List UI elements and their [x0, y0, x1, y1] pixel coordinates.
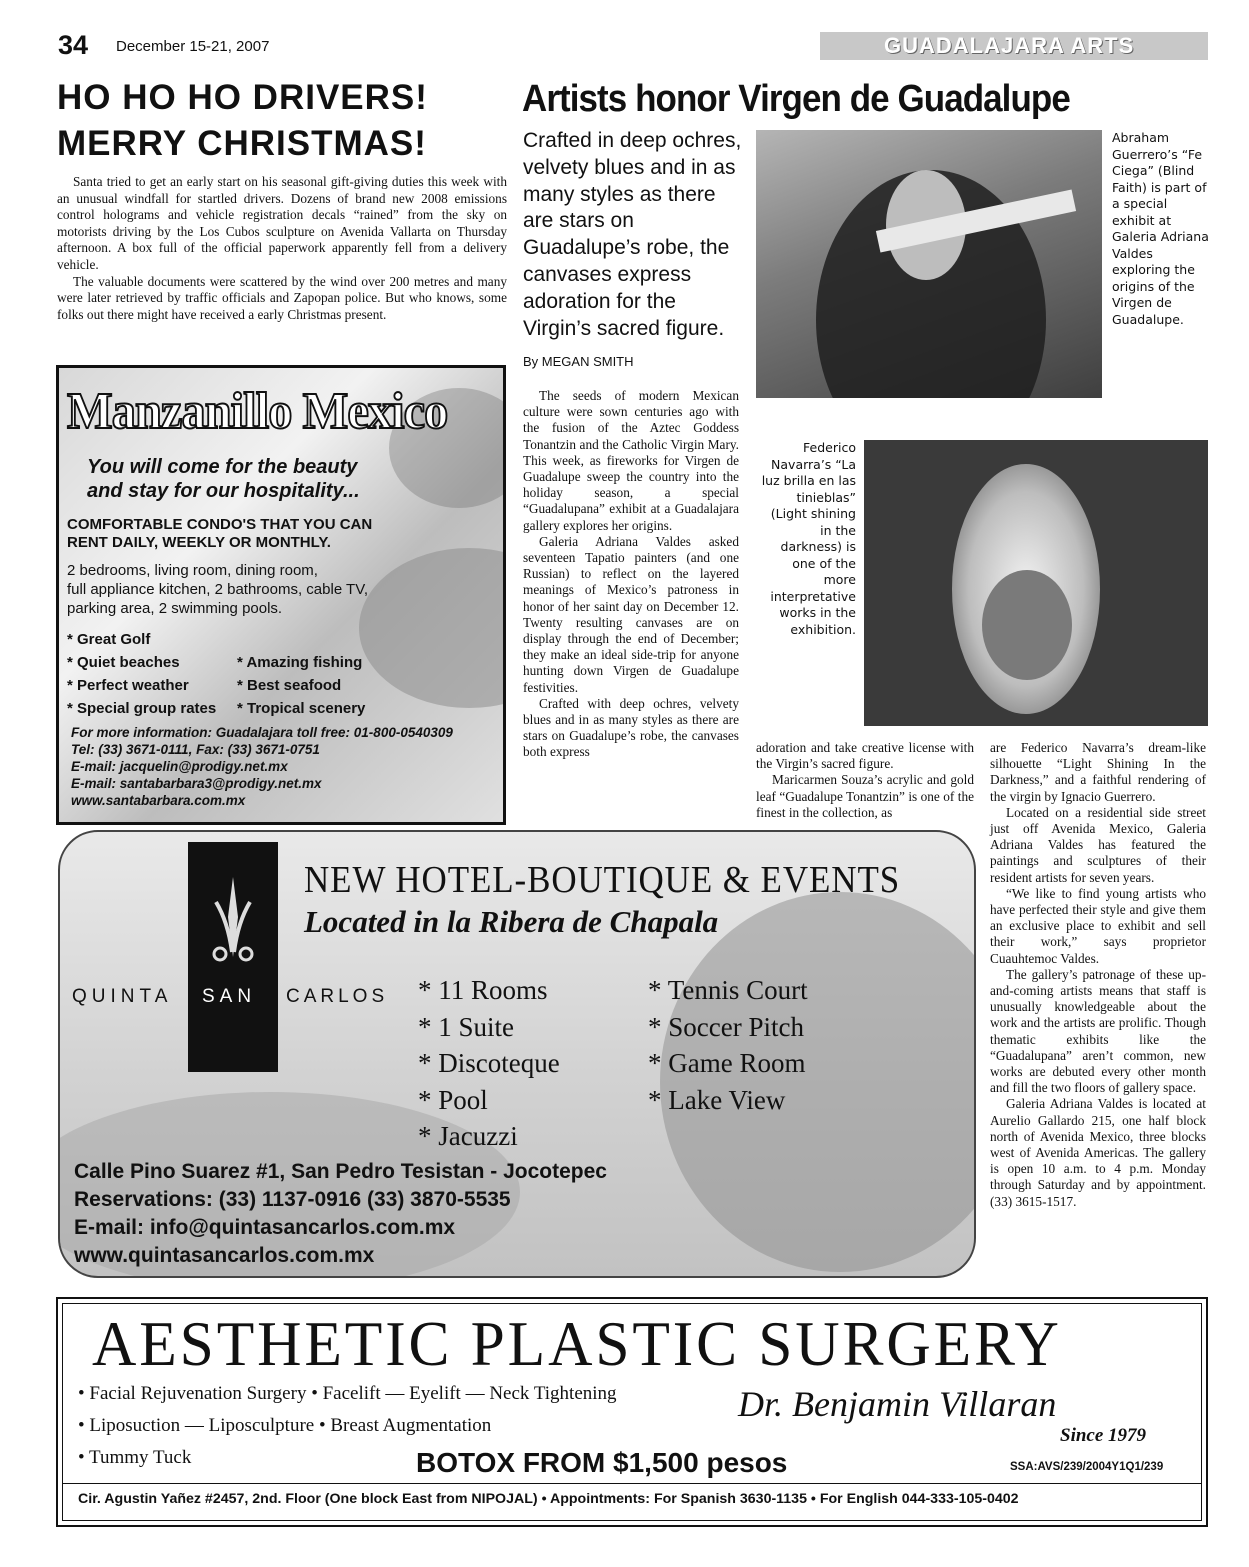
hotel-features-left [418, 972, 560, 1155]
article-paragraph: Crafted with deep ochres, velvety blues and in as many styles as there are stars on Guadalupe’s robe, the canvases both express [523, 695, 739, 760]
feature-item: * Special group rates [67, 700, 217, 717]
manzanillo-offer-2: RENT DAILY, WEEKLY OR MONTHLY. [67, 534, 331, 551]
figure-shape [982, 570, 1072, 680]
contact-line: Tel: (33) 3671-0111, Fax: (33) 3671-0751 [71, 742, 320, 757]
contact-line: E-mail: santabarbara3@prodigy.net.mx [71, 776, 322, 791]
surgery-license: SSA:AVS/239/2004Y1Q1/239 [1010, 1461, 1164, 1473]
coast-rock-shape [359, 548, 506, 708]
page-number: 34 [58, 30, 89, 60]
section-title: GUADALAJARA ARTS [884, 33, 1135, 58]
article-paragraph: “We like to find young artists who have perfected their style and give them an exclusive place to exhibit and sell their work,” says proprietor Cuauhtemoc Valdes. [990, 885, 1206, 966]
hotel-title: NEW HOTEL-BOUTIQUE & EVENTS [304, 859, 901, 901]
caption-fe-ciega: Abraham Guerrero’s “Fe Ciega” (Blind Faith) is part of a special exhibit at Galeria Adriana Valdes exploring the origins of the Virgen de Guadalupe. [1112, 130, 1209, 327]
hotel-features-right [648, 972, 808, 1118]
quinta-san-carlos-logo [188, 842, 278, 1072]
article-paragraph: are Federico Navarra’s dream-like silhouette “Light Shining In the Darkness,” and a faithful rendering of the virgin by Ignacio Guerrero. [990, 740, 1206, 804]
guadalupe-byline: By MEGAN SMITH [523, 354, 634, 369]
hotel-website: www.quintasancarlos.com.mx [74, 1244, 375, 1267]
hotel-address: Calle Pino Suarez #1, San Pedro Tesistan - Jocotepec [74, 1160, 607, 1183]
hotel-feature: * 11 Rooms [418, 975, 548, 1005]
contact-line: For more information: Guadalajara toll free: 01-800-0540309 [71, 725, 453, 740]
manzanillo-tagline-1: You will come for the beauty [87, 456, 358, 478]
guadalupe-col-1 [523, 388, 739, 761]
drivers-body [57, 174, 507, 323]
feature-item: * Tropical scenery [237, 700, 366, 717]
hotel-subtitle: Located in la Ribera de Chapala [304, 904, 719, 939]
hotel-feature: * Game Room [648, 1048, 806, 1078]
article-paragraph: Located on a residential side street just off Avenida Mexico, Galeria Adriana Valdes has featured the paintings and sculptures of their resident artists for seven years. [990, 804, 1206, 885]
surgery-footer-rule [62, 1483, 1202, 1484]
manzanillo-ad [56, 365, 506, 825]
contact-line: www.santabarbara.com.mx [71, 793, 246, 808]
feature-item: * Best seafood [237, 677, 342, 694]
agave-icon [208, 872, 258, 962]
drivers-story [57, 78, 507, 368]
surgery-title: AESTHETIC PLASTIC SURGERY [92, 1308, 1062, 1379]
hotel-ad [58, 830, 976, 1278]
feature-item: * Amazing fishing [237, 654, 363, 671]
surgery-ad [56, 1297, 1208, 1527]
hotel-email: E-mail: info@quintasancarlos.com.mx [74, 1216, 456, 1239]
surgery-doctor-name: Dr. Benjamin Villaran [738, 1384, 1057, 1424]
guadalupe-col-3 [990, 740, 1206, 1210]
article-paragraph: adoration and take creative license with the Virgin’s sacred figure. [756, 740, 974, 772]
manzanillo-title: Manzanillo Mexico [67, 383, 448, 440]
surgery-service-line-2: • Liposuction — Liposculpture • Breast Augmentation [78, 1415, 492, 1436]
manzanillo-features-left [67, 628, 216, 720]
logo-word-quinta: QUINTA [72, 986, 173, 1007]
feature-item: * Great Golf [67, 631, 151, 648]
manzanillo-features-right [237, 651, 365, 720]
hotel-feature: * Lake View [648, 1084, 786, 1115]
hotel-reservations: Reservations: (33) 1137-0916 (33) 3870-5535 [74, 1188, 511, 1211]
drivers-headline-1: HO HO HO DRIVERS! [57, 78, 428, 117]
surgery-footer: Cir. Agustin Yañez #2457, 2nd. Floor (One block East from NIPOJAL) • Appointments: For Spanish 3630-1135 • For English 044-333-105-0402 [78, 1491, 1019, 1507]
drivers-para-1: Santa tried to get an early start on his seasonal gift-giving duties this week with an unusual windfall for startled drivers. Dozens of brand new 2008 emissions control holograms and vehicle registration decals “rained” from the sky on motorists driving by the Los Cubos sculpture on Avenida Vallarta on Thursday afternoon. A box full of the official paperwork apparently fell from a delivery vehicle. [57, 174, 507, 272]
fe-ciega-painting [756, 130, 1102, 398]
article-paragraph: Galeria Adriana Valdes asked seventeen Tapatio painters (and one Russian) to reflect on the layered meanings of Mexico’s patroness in honor of her saint day on December 12. Twenty resulting canvases are on display through the end of December; they make an ideal side-trip for anyone hunting down Virgen de Guadalupe festivities. [523, 533, 739, 695]
hotel-contact [74, 1158, 607, 1270]
page-header [58, 30, 1208, 60]
guadalupe-deck: Crafted in deep ochres, velvety blues and in as many styles as there are stars on Guadalupe’s robe, the canvases express adoration for the Virgin’s sacred figure. [523, 129, 742, 340]
hotel-feature: * Tennis Court [648, 975, 808, 1005]
drivers-headline-2: MERRY CHRISTMAS! [57, 124, 427, 163]
manzanillo-contact [71, 724, 453, 809]
drivers-para-2: The valuable documents were scattered by the wind over 200 metres and many were later retrieved by traffic officials and Zapopan police. But who knows, some folks out there might have received a early Christmas present. [57, 273, 507, 322]
article-paragraph: Galeria Adriana Valdes is located at Aurelio Gallardo 215, one half block north of Avenida Mexico, three blocks west of Avenida Americas. The gallery is open 10 a.m. to 4 p.m. Monday through Saturday and by appointment. (33) 3615-1517. [990, 1096, 1206, 1209]
surgery-service-line-3: • Tummy Tuck [78, 1447, 192, 1468]
issue-date: December 15-21, 2007 [116, 38, 270, 55]
guadalupe-headline: Artists honor Virgen de Guadalupe [522, 78, 1070, 120]
manzanillo-tagline-2: and stay for our hospitality... [87, 480, 360, 502]
hotel-feature: * Jacuzzi [418, 1121, 518, 1151]
guadalupe-col-2 [756, 740, 974, 821]
surgery-since: Since 1979 [1060, 1425, 1147, 1446]
feature-item: * Quiet beaches [67, 654, 180, 671]
surgery-service-line-1: • Facial Rejuvenation Surgery • Facelift — Eyelift — Neck Tightening [78, 1383, 617, 1404]
caption-luz-brilla: Federico Navarra’s “La luz brilla en las tinieblas” (Light shining in the darkness) is one of the more interpretative works in the exhibition. [761, 440, 856, 637]
article-paragraph: The gallery’s patronage of these up-and-coming artists means that staff is unusually knowledgeable about the work and the artists are prolific. Though thematic exhibits like the “Guadalupana” aren’t common, new works are debuted every other month and fill the two floors of gallery space. [990, 966, 1206, 1096]
manzanillo-details-1: 2 bedrooms, living room, dining room, [67, 562, 318, 579]
manzanillo-details-3: parking area, 2 swimming pools. [67, 600, 283, 617]
hotel-feature: * Pool [418, 1084, 488, 1115]
hotel-feature: * 1 Suite [418, 1011, 515, 1042]
logo-word-carlos: CARLOS [286, 986, 389, 1007]
surgery-botox-offer: BOTOX FROM $1,500 pesos [416, 1447, 788, 1478]
hotel-feature: * Soccer Pitch [648, 1011, 804, 1042]
luz-brilla-painting [864, 440, 1208, 726]
article-paragraph: Maricarmen Souza’s acrylic and gold leaf “Guadalupe Tonantzin” is one of the finest in the collection, as [756, 772, 974, 820]
contact-line: E-mail: jacquelin@prodigy.net.mx [71, 759, 288, 774]
manzanillo-offer-1: COMFORTABLE CONDO'S THAT YOU CAN [67, 516, 373, 533]
logo-word-san: SAN [202, 986, 257, 1007]
manzanillo-details-2: full appliance kitchen, 2 bathrooms, cable TV, [67, 581, 369, 598]
article-paragraph: The seeds of modern Mexican culture were sown centuries ago with the fusion of the Aztec Goddess Tonantzin and the Catholic Virgin Mary. This week, as fireworks for Virgen de Guadalupe sweep the country into the holiday season, a special “Guadalupana” exhibit at a Guadalajara gallery explores her origins. [523, 388, 739, 533]
hotel-feature: * Discoteque [418, 1048, 560, 1078]
feature-item: * Perfect weather [67, 677, 189, 694]
